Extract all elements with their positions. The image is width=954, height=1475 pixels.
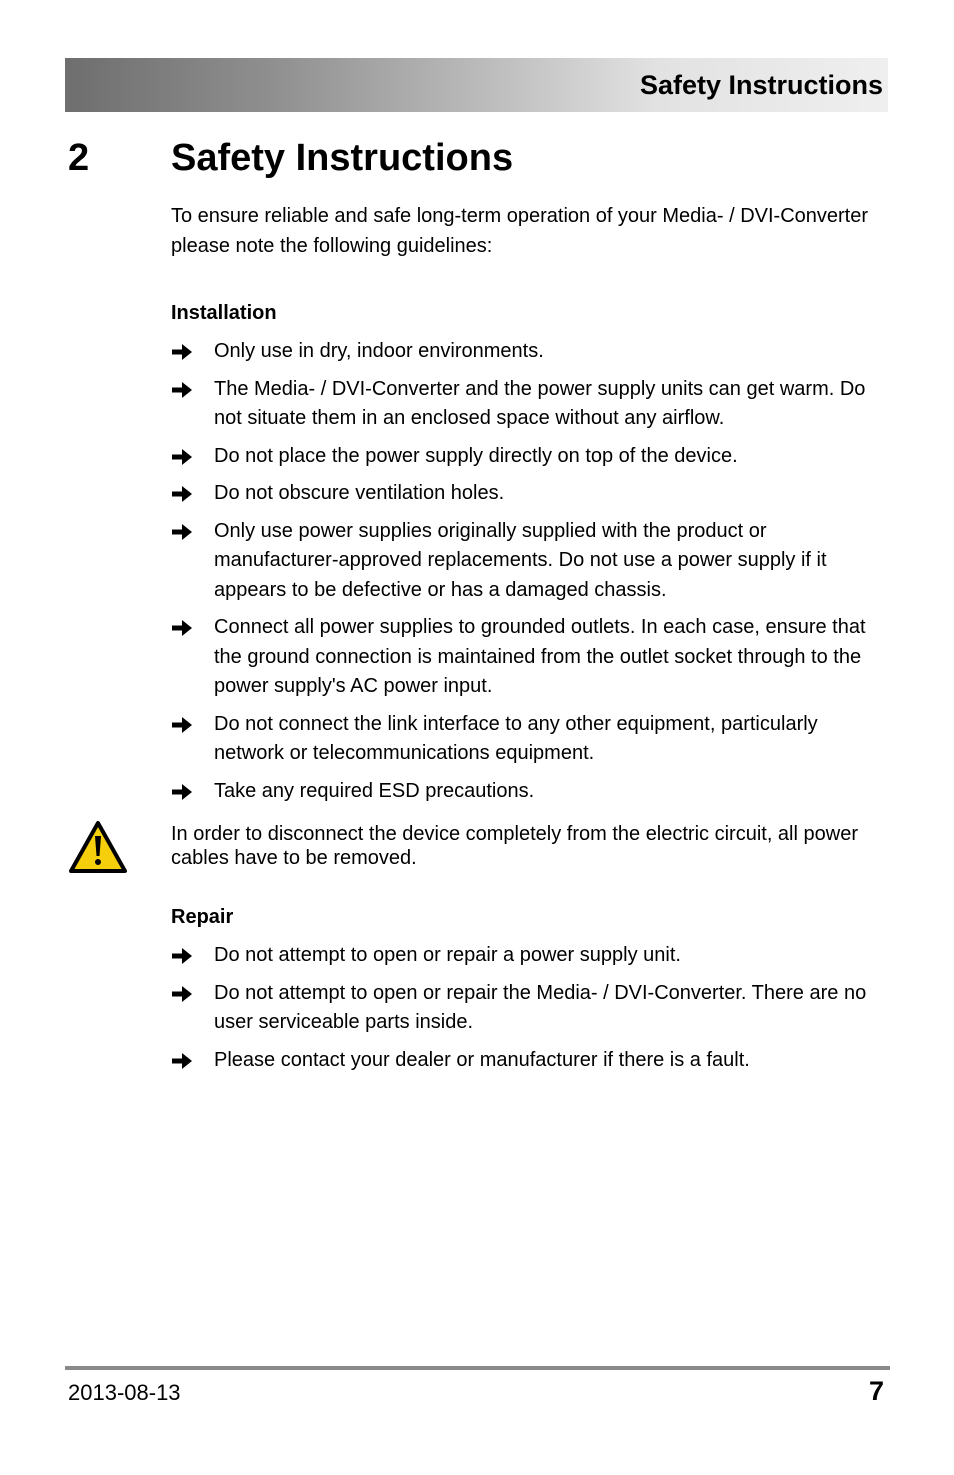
arrow-right-icon — [172, 948, 192, 964]
arrow-right-icon — [172, 986, 192, 1002]
page-number: 7 — [868, 1376, 884, 1406]
warning-triangle-icon — [68, 820, 128, 874]
running-header-title: Safety Instructions — [639, 70, 883, 100]
chapter-number: 2 — [68, 137, 90, 179]
repair-heading: Repair — [171, 906, 234, 928]
repair-list — [171, 941, 886, 1083]
installation-heading: Installation — [171, 302, 277, 324]
footer-divider — [65, 1366, 890, 1370]
list-item: Connect all power supplies to grounded outlets. In each case, ensure that the ground connection is maintained from the outlet socket through to the power supply's AC power input. — [171, 613, 886, 702]
arrow-right-icon — [172, 344, 192, 360]
intro-paragraph: To ensure reliable and safe long-term operation of your Media- / DVI-Converter please note the following guidelines: — [171, 205, 869, 257]
arrow-right-icon — [172, 524, 192, 540]
installation-list — [171, 337, 886, 814]
arrow-right-icon — [172, 486, 192, 502]
list-item: Only use power supplies originally supplied with the product or manufacturer-approved replacements. Do not use a power supply if it appears to be defective or has a damaged chassis. — [171, 517, 886, 606]
list-item: Take any required ESD precautions. — [171, 777, 886, 807]
running-header — [65, 58, 888, 112]
arrow-right-icon — [172, 382, 192, 398]
arrow-right-icon — [172, 449, 192, 465]
list-item: Please contact your dealer or manufacturer if there is a fault. — [171, 1046, 886, 1076]
list-item: Only use in dry, indoor environments. — [171, 337, 886, 367]
arrow-right-icon — [172, 784, 192, 800]
chapter-title: Safety Instructions — [171, 137, 514, 179]
list-item: Do not place the power supply directly on top of the device. — [171, 442, 886, 472]
arrow-right-icon — [172, 1053, 192, 1069]
list-item: Do not attempt to open or repair a power supply unit. — [171, 941, 886, 971]
list-item: Do not connect the link interface to any other equipment, particularly network or telecommunications equipment. — [171, 710, 886, 769]
list-item: Do not attempt to open or repair the Media- / DVI-Converter. There are no user serviceable parts inside. — [171, 979, 886, 1038]
list-item: The Media- / DVI-Converter and the power supply units can get warm. Do not situate them in an enclosed space without any airflow. — [171, 375, 886, 434]
arrow-right-icon — [172, 620, 192, 636]
list-item: Do not obscure ventilation holes. — [171, 479, 886, 509]
warning-text: In order to disconnect the device completely from the electric circuit, all power cables have to be removed. — [171, 823, 858, 869]
footer-date: 2013-08-13 — [68, 1380, 181, 1405]
arrow-right-icon — [172, 717, 192, 733]
